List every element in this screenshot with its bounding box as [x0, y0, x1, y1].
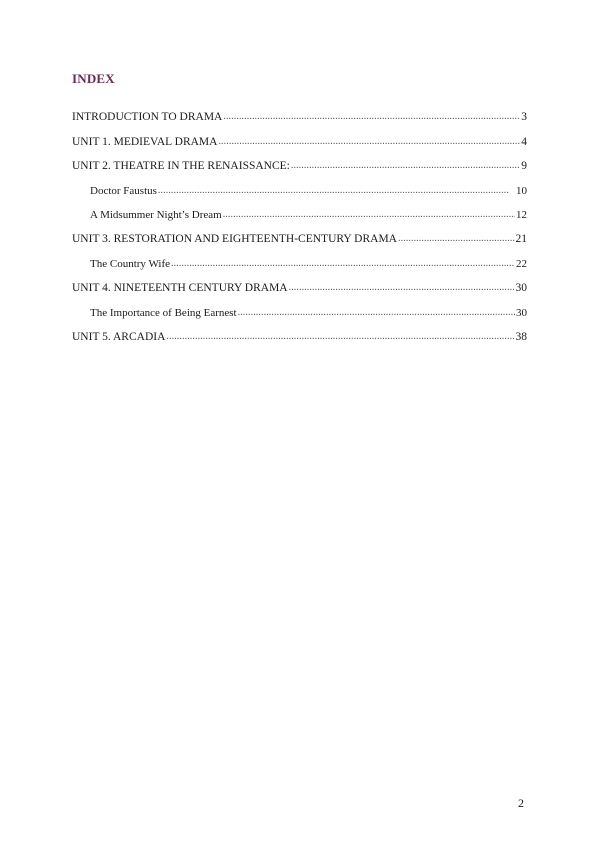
- toc-entry-page: 30: [515, 282, 527, 295]
- toc-entry-page: 3: [521, 111, 527, 124]
- toc-entry-importance-of-being-earnest[interactable]: [72, 295, 527, 319]
- dot-leader: [166, 330, 514, 344]
- toc-entry-label: INTRODUCTION TO DRAMA: [72, 111, 223, 124]
- toc-entry-unit-3[interactable]: [72, 222, 527, 246]
- toc-entry-label: UNIT 2. THEATRE IN THE RENAISSANCE:: [72, 160, 290, 173]
- toc-entry-label: UNIT 5. ARCADIA: [72, 330, 166, 343]
- toc-entry-midsummer-nights-dream[interactable]: [72, 198, 527, 222]
- toc-entry-unit-4[interactable]: [72, 271, 527, 295]
- toc-entry-label: UNIT 1. MEDIEVAL DRAMA: [72, 135, 218, 148]
- toc-entry-label: The Importance of Being Earnest: [90, 306, 237, 319]
- dot-leader: [291, 159, 520, 173]
- dot-leader: [398, 232, 515, 246]
- page-title: INDEX: [72, 71, 115, 86]
- toc-entry-unit-1[interactable]: [72, 124, 527, 148]
- table-of-contents: [72, 100, 527, 344]
- dot-leader: [238, 306, 515, 320]
- toc-entry-page: 4: [521, 135, 527, 148]
- dot-leader: [223, 110, 520, 124]
- toc-entry-page: 10: [516, 184, 527, 197]
- dot-leader: [218, 135, 520, 149]
- toc-entry-unit-2[interactable]: [72, 149, 527, 173]
- toc-entry-label: The Country Wife: [90, 257, 171, 270]
- toc-entry-introduction[interactable]: [72, 100, 527, 124]
- toc-entry-page: 9: [521, 160, 527, 173]
- toc-entry-unit-5[interactable]: [72, 320, 527, 344]
- dot-leader: [158, 184, 515, 198]
- dot-leader: [223, 208, 515, 222]
- toc-entry-label: UNIT 4. NINETEENTH CENTURY DRAMA: [72, 282, 288, 295]
- toc-entry-page: 30: [516, 306, 527, 319]
- toc-entry-page: 38: [515, 330, 527, 343]
- toc-entry-label: UNIT 3. RESTORATION AND EIGHTEENTH-CENTURY DRAMA: [72, 233, 397, 246]
- toc-entry-label: A Midsummer Night’s Dream: [90, 208, 222, 221]
- page-number: 2: [518, 796, 524, 810]
- toc-entry-label: Doctor Faustus: [90, 184, 157, 197]
- toc-entry-doctor-faustus[interactable]: [72, 173, 527, 197]
- dot-leader: [289, 281, 515, 295]
- dot-leader: [171, 257, 515, 271]
- toc-entry-page: 22: [516, 257, 527, 270]
- toc-entry-page: 12: [516, 208, 527, 221]
- toc-entry-country-wife[interactable]: [72, 246, 527, 270]
- toc-entry-page: 21: [515, 233, 527, 246]
